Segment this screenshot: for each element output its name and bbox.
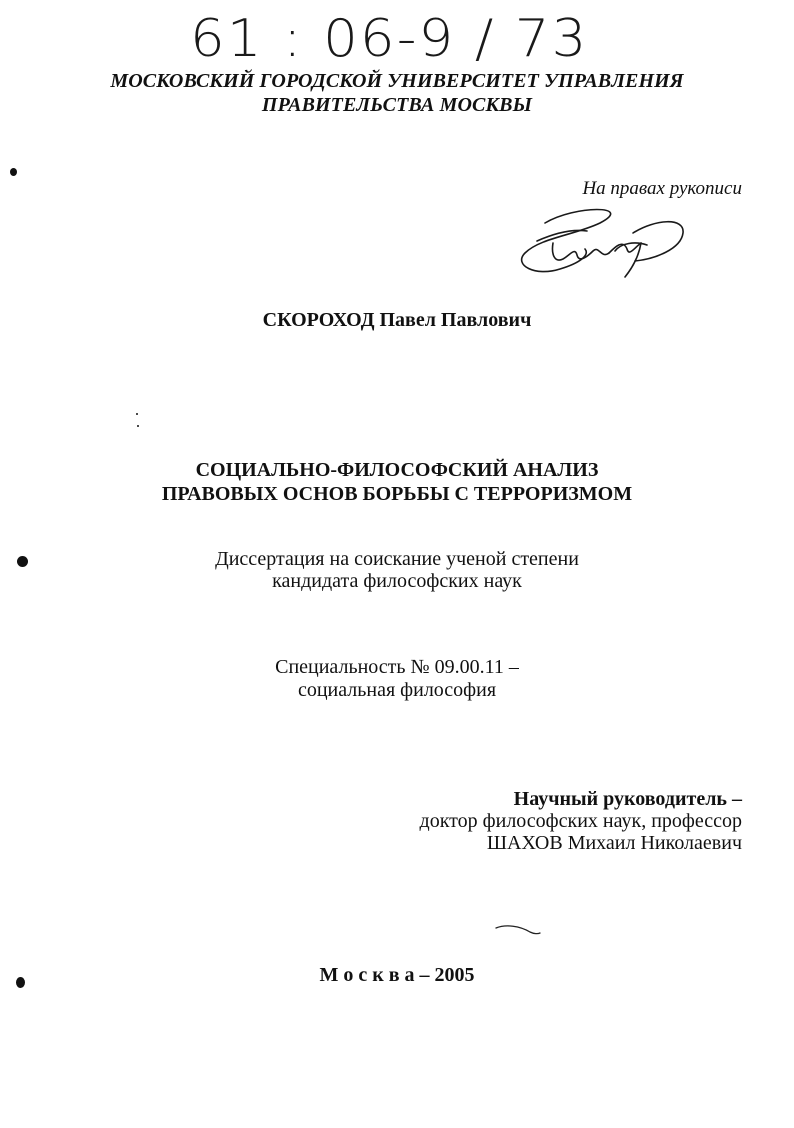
pen-mark-icon <box>494 922 542 938</box>
supervisor-name: ШАХОВ Михаил Николаевич <box>486 832 742 854</box>
university-name-line-2: ПРАВИТЕЛЬСТВА МОСКВЫ <box>261 94 533 116</box>
specialty-line-2: социальная философия <box>297 679 497 701</box>
manuscript-rights-label: На правах рукописи <box>582 178 742 199</box>
degree-line-1: Диссертация на соискание ученой степени <box>215 548 579 570</box>
supervisor-label: Научный руководитель – <box>513 788 742 810</box>
title-line-1: СОЦИАЛЬНО-ФИЛОСОФСКИЙ АНАЛИЗ <box>195 459 599 481</box>
signature-icon <box>515 203 690 281</box>
degree-line-2: кандидата философских наук <box>272 570 522 592</box>
title-line-2: ПРАВОВЫХ ОСНОВ БОРЬБЫ С ТЕРРОРИЗМОМ <box>161 483 633 505</box>
handwritten-archive-number: 61 : 06-9 / 73 <box>190 9 589 69</box>
supervisor-rank: доктор философских наук, профессор <box>419 810 742 832</box>
city-year: М о с к в а – 2005 <box>319 964 475 986</box>
scan-speck <box>137 425 139 427</box>
specialty-line-1: Специальность № 09.00.11 – <box>275 656 519 678</box>
binder-hole-dot <box>17 556 28 567</box>
scan-speck <box>136 413 138 415</box>
author-name: СКОРОХОД Павел Павлович <box>262 309 532 331</box>
binder-hole-dot <box>16 977 25 988</box>
binder-hole-dot <box>10 168 17 176</box>
university-name-line-1: МОСКОВСКИЙ ГОРОДСКОЙ УНИВЕРСИТЕТ УПРАВЛЕНИЯ <box>110 70 684 92</box>
